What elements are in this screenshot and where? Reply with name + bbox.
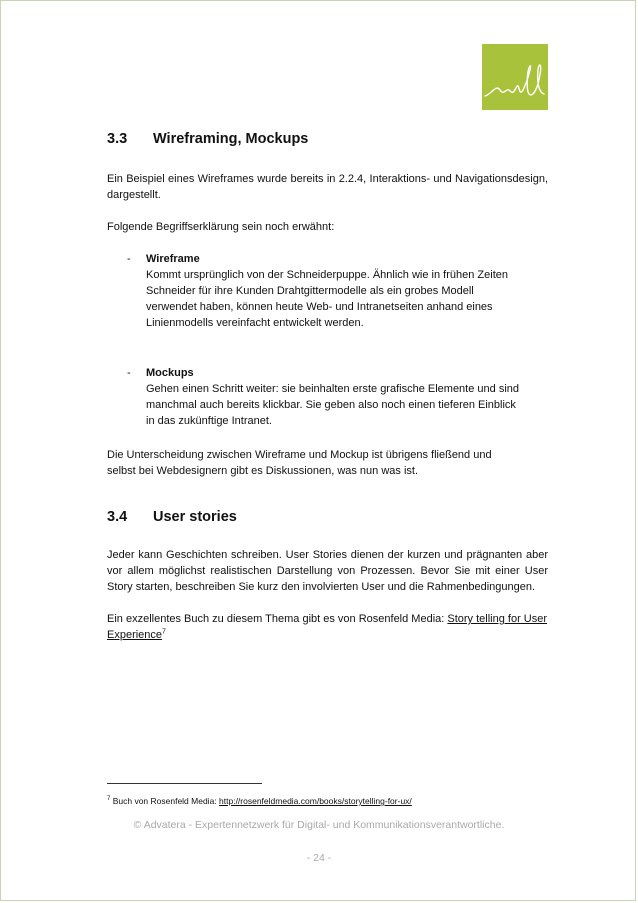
list-dash: - — [127, 253, 131, 265]
list-line: Kommt ursprünglich von der Schneiderpuppe. Ähnlich wie in frühen Zeiten — [146, 269, 508, 281]
user-stories-paragraph: Jeder kann Geschichten schreiben. User Stories dienen der kurzen und prägnanten aber vor allem möglichst realistischen Darstellung von Prozessen. Bevor Sie mit einer User Story starten, beschreiben Sie kurz den involvierten User und die Rahmenbedingungen. — [107, 549, 548, 593]
lead-paragraph: Folgende Begriffserklärung sein noch erwähnt: — [107, 221, 335, 233]
book-link[interactable]: Story telling for User Experience — [107, 613, 548, 641]
paragraph-line: selbst bei Webdesignern gibt es Diskussionen, was nun was ist. — [107, 465, 419, 477]
section-number: 3.3 — [107, 131, 128, 147]
footnote-separator — [107, 783, 262, 784]
paragraph-line: Die Unterscheidung zwischen Wireframe und Mockup ist übrigens fließend und — [107, 449, 492, 461]
footnote-url-link[interactable]: http://rosenfeldmedia.com/books/storytelling-for-ux/ — [219, 796, 412, 806]
section-heading-3-4 — [107, 507, 548, 527]
list-line: Linienmodells vereinfacht entwickelt werden. — [146, 317, 364, 329]
section-title: User stories — [153, 509, 237, 525]
book-text: Ein exzellentes Buch zu diesem Thema gibt es von Rosenfeld Media: — [107, 613, 448, 625]
intro-paragraph: Ein Beispiel eines Wireframes wurde bereits in 2.2.4, Interaktions- und Navigationsdesign, dargestellt. — [107, 173, 548, 201]
book-paragraph — [107, 611, 548, 643]
list-term: Wireframe — [146, 253, 200, 265]
section-number: 3.4 — [107, 509, 128, 525]
section-heading-3-3 — [107, 129, 548, 149]
list-line: Schneider für ihre Kunden Drahtgittermodelle als ein grobes Modell — [146, 285, 474, 297]
footer-copyright: © Advatera - Expertennetzwerk für Digital- und Kommunikationsverantwortliche. — [133, 819, 505, 831]
list-line: in das zukünftige Intranet. — [146, 415, 272, 427]
footnote — [107, 795, 412, 807]
footnote-text: Buch von Rosenfeld Media: — [110, 796, 220, 806]
list-item-wireframe — [127, 251, 548, 331]
section-title: Wireframing, Mockups — [153, 131, 309, 147]
list-line: Gehen einen Schritt weiter: sie beinhalten erste grafische Elemente und sind — [146, 383, 519, 395]
list-line: verwendet haben, können heute Web- und Intranetseiten anhand eines — [146, 301, 493, 313]
list-dash: - — [127, 367, 131, 379]
page-number: - 24 - — [306, 852, 332, 864]
main-content — [107, 129, 548, 643]
list-item-mockups — [127, 365, 548, 429]
signature-logo-icon — [482, 44, 548, 110]
list-term: Mockups — [146, 367, 194, 379]
list-line: manchmal auch bereits klickbar. Sie geben also noch einen tieferen Einblick — [146, 399, 516, 411]
footnote-number: 7 — [107, 796, 111, 803]
closing-paragraph — [107, 447, 548, 479]
footnote-reference[interactable]: 7 — [162, 628, 166, 636]
